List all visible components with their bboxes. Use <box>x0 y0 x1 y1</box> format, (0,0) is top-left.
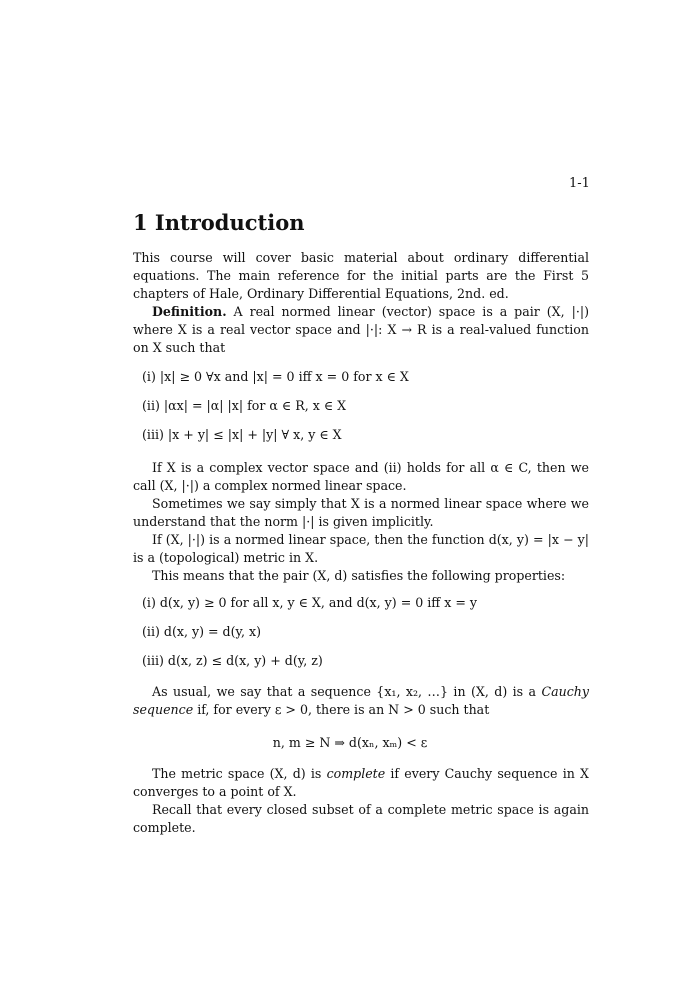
definition-text: A real normed linear (vector) space is a pair (X, |·|) where X is a real vector space and |·|: X → R is a real-valued function on X such that <box>133 304 589 355</box>
cauchy-equation: n, m ≥ N ⇒ d(xₙ, xₘ) < ε <box>272 735 428 750</box>
norm-property-2: (ii) |αx| = |α| |x| for α ∈ R, x ∈ X <box>142 398 347 413</box>
complete-lead: The metric space (X, d) is <box>152 766 322 781</box>
recall-paragraph: Recall that every closed subset of a complete metric space is again complete. <box>133 802 589 835</box>
sometimes-paragraph: Sometimes we say simply that X is a normed linear space where we understand that the norm |·| is given implicitly. <box>133 496 589 529</box>
means-paragraph: This means that the pair (X, d) satisfies the following properties: <box>152 568 566 583</box>
definition-paragraph <box>133 303 589 357</box>
cauchy-tail: if, for every ε > 0, there is an N > 0 such that <box>197 702 490 717</box>
norm-property-1: (i) |x| ≥ 0 ∀x and |x| = 0 iff x = 0 for x ∈ X <box>142 369 409 384</box>
section-title: 1 Introduction <box>133 210 305 235</box>
cauchy-term: Cauchy sequence <box>133 684 589 717</box>
page-number: 1-1 <box>569 176 590 191</box>
complete-paragraph <box>133 765 589 801</box>
cauchy-paragraph <box>133 683 589 719</box>
metric-paragraph: If (X, |·|) is a normed linear space, then the function d(x, y) = |x − y| is a (topological) metric in X. <box>133 532 589 565</box>
cauchy-lead: As usual, we say that a sequence {x₁, x₂, …} in (X, d) is a <box>152 684 537 699</box>
metric-property-1: (i) d(x, y) ≥ 0 for all x, y ∈ X, and d(x, y) = 0 iff x = y <box>142 595 478 610</box>
intro-paragraph: This course will cover basic material about ordinary differential equations. The main reference for the initial parts are the First 5 chapters of Hale, Ordinary Differential Equations, 2nd. ed. <box>133 250 589 301</box>
metric-property-2: (ii) d(x, y) = d(y, x) <box>142 624 261 639</box>
norm-property-3: (iii) |x + y| ≤ |x| + |y| ∀ x, y ∈ X <box>142 427 342 442</box>
complete-term: complete <box>326 766 386 781</box>
complex-paragraph: If X is a complex vector space and (ii) holds for all α ∈ C, then we call (X, |·|) a complex normed linear space. <box>133 460 589 493</box>
metric-property-3: (iii) d(x, z) ≤ d(x, y) + d(y, z) <box>142 653 323 668</box>
complete-tail: if every Cauchy sequence in X converges to a point of X. <box>133 766 589 799</box>
definition-label: Definition. <box>152 304 227 319</box>
